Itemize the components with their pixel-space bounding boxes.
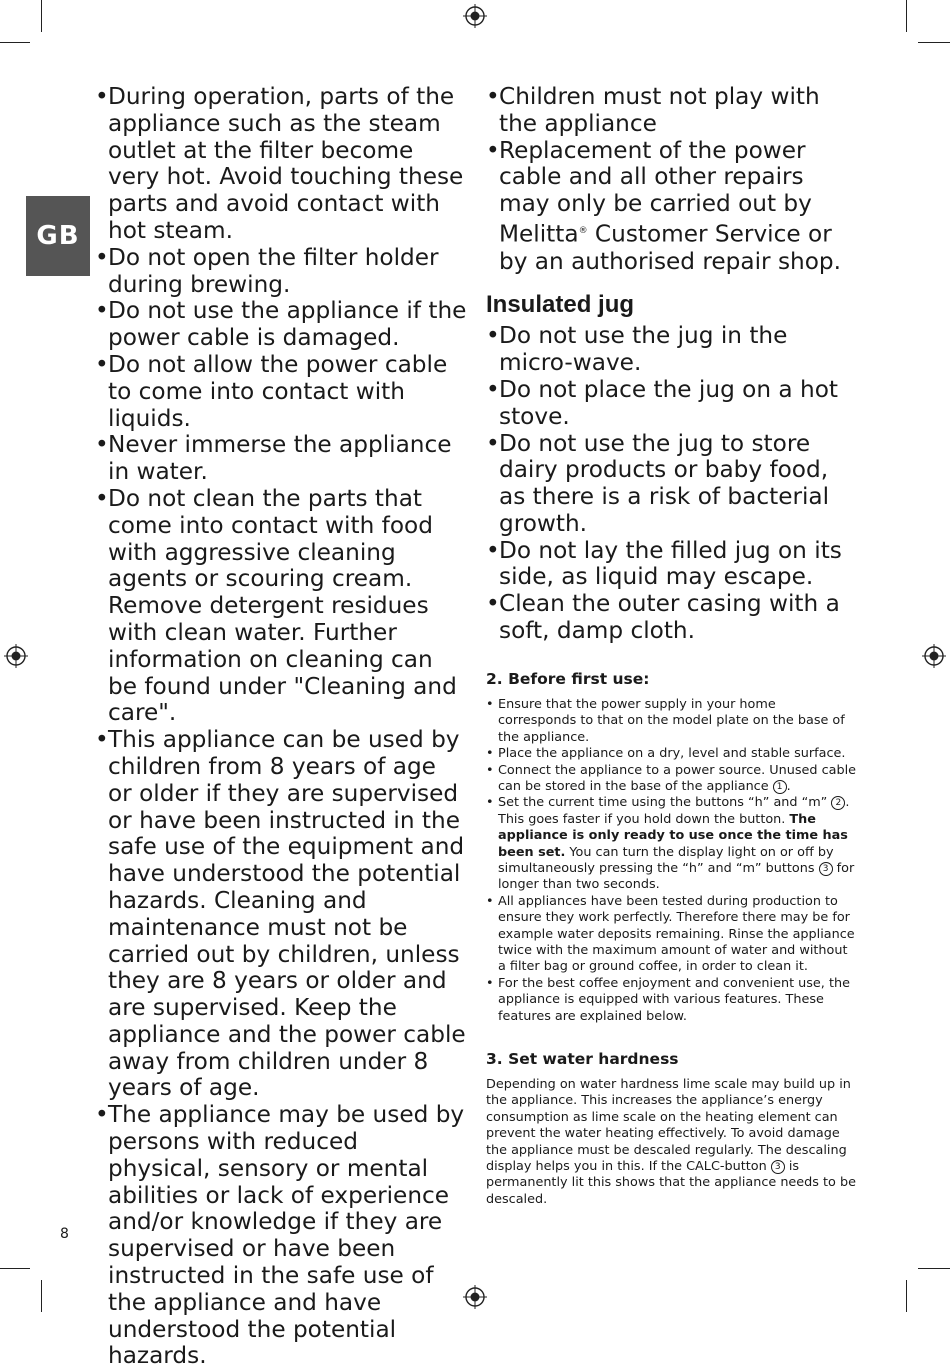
list-item xyxy=(486,763,858,796)
circled-number-icon: 3 xyxy=(771,1160,785,1174)
list-item: • Place the appliance on a dry, level and stable surface. xyxy=(486,746,858,762)
list-item: • Children must not play with the appliance xyxy=(486,84,858,138)
list-item: • Do not use the jug in the micro-wave. xyxy=(486,323,858,377)
bold-text: The appliance is only ready to use once the time has been set. xyxy=(498,811,848,860)
list-item: • All appliances have been tested during production to ensure they work perfectly. Therefore there may be for example water deposits remaining. Rinse the appliance twice with the maximum amount of water and without a filter bag or ground coffee, in order to clean it. xyxy=(486,894,858,976)
language-tab: GB xyxy=(26,196,90,276)
right-column xyxy=(486,84,858,1208)
list-item: • Clean the outer casing with a soft, damp cloth. xyxy=(486,591,858,645)
text-span: . This goes faster if you hold down the button. xyxy=(498,795,850,827)
list-item: • Do not clean the parts that come into contact with food with aggressive cleaning agents or scouring cream. Remove detergent residues with clean water. Further information on cleaning can be found under "Cleaning and care". xyxy=(95,486,467,727)
text-span: Customer Service or by an authorised repair shop. xyxy=(499,220,841,275)
list-item: • Do not allow the power cable to come into contact with liquids. xyxy=(95,352,467,432)
before-first-use-list xyxy=(486,697,858,1025)
circled-number-icon: 2 xyxy=(831,796,845,810)
list-item: • The appliance may be used by persons with reduced physical, sensory or mental abilities or lack of experience and/or knowledge if they are supervised or have been instructed in the safe use of the appliance and have understood the potential hazards. xyxy=(95,1102,467,1370)
text-span: Set the current time using the buttons “h” and “m” xyxy=(498,795,832,811)
list-item: • Ensure that the power supply in your home corresponds to that on the model plate on the base of the appliance. xyxy=(486,697,858,746)
list-item: • For the best coffee enjoyment and convenient use, the appliance is equipped with various features. These features are explained below. xyxy=(486,976,858,1025)
text-span: Replacement of the power cable and all other repairs may only be carried out by Melitta xyxy=(499,136,812,248)
text-span: . xyxy=(786,778,791,794)
list-item: • Do not use the appliance if the power cable is damaged. xyxy=(95,298,467,352)
registration-mark-icon xyxy=(463,4,487,28)
list-item: • Do not place the jug on a hot stove. xyxy=(486,377,858,431)
water-hardness-heading: 3. Set water hardness xyxy=(486,1050,679,1068)
text-span: Connect the appliance to a power source. Unused cable can be stored in the base of the appliance xyxy=(498,762,857,794)
text-span: Depending on water hardness lime scale may build up in the appliance. This increases the appliance’s energy consumption as lime scale on the heating element can prevent the water heating effectively. To avoid damage the appliance must be descaled regularly. The descaling display helps you in this. If the CALC-button xyxy=(486,1077,851,1175)
insulated-jug-heading: Insulated jug xyxy=(486,291,635,319)
registered-mark: ® xyxy=(578,225,588,236)
crop-mark xyxy=(41,0,42,32)
text-span: for longer than two seconds. xyxy=(498,860,855,893)
left-column xyxy=(95,84,467,1370)
crop-mark xyxy=(906,0,907,32)
list-item: • Do not lay the filled jug on its side, as liquid may escape. xyxy=(486,538,858,592)
page-number: 8 xyxy=(60,1226,69,1242)
list-item: • Do not open the filter holder during brewing. xyxy=(95,245,467,299)
crop-mark xyxy=(41,1280,42,1312)
list-item xyxy=(486,138,858,276)
safety-list-continued xyxy=(486,84,858,275)
text-span: is permanently lit this shows that the appliance needs to be descaled. xyxy=(486,1159,856,1207)
registration-mark-icon xyxy=(4,644,28,668)
list-item: • During operation, parts of the appliance such as the steam outlet at the filter become very hot. Avoid touching these parts and avoid contact with hot steam. xyxy=(95,84,467,245)
circled-number-icon: 1 xyxy=(773,780,787,794)
safety-list xyxy=(95,84,467,1370)
text-span: You can turn the display light on or off by simultaneously pressing the “h” and “m” buttons xyxy=(498,844,834,876)
water-hardness-paragraph xyxy=(486,1077,858,1208)
crop-mark xyxy=(918,42,950,43)
registration-mark-icon xyxy=(922,644,946,668)
list-item: • Do not use the jug to store dairy products or baby food, as there is a risk of bacterial growth. xyxy=(486,431,858,538)
crop-mark xyxy=(906,1280,907,1312)
circled-number-icon: 3 xyxy=(819,862,833,876)
crop-mark xyxy=(0,1268,30,1269)
jug-list xyxy=(486,323,858,645)
crop-mark xyxy=(0,42,30,43)
crop-mark xyxy=(918,1268,950,1269)
list-item: • This appliance can be used by children from 8 years of age or older if they are supervised or have been instructed in the safe use of the equipment and have understood the potential hazards. Cleaning and maintenance must not be carried out by children, unless they are 8 years or older and are supervised. Keep the appliance and the power cable away from children under 8 years of age. xyxy=(95,727,467,1102)
before-first-use-heading: 2. Before first use: xyxy=(486,669,650,688)
list-item: • Never immerse the appliance in water. xyxy=(95,432,467,486)
list-item xyxy=(486,795,858,893)
